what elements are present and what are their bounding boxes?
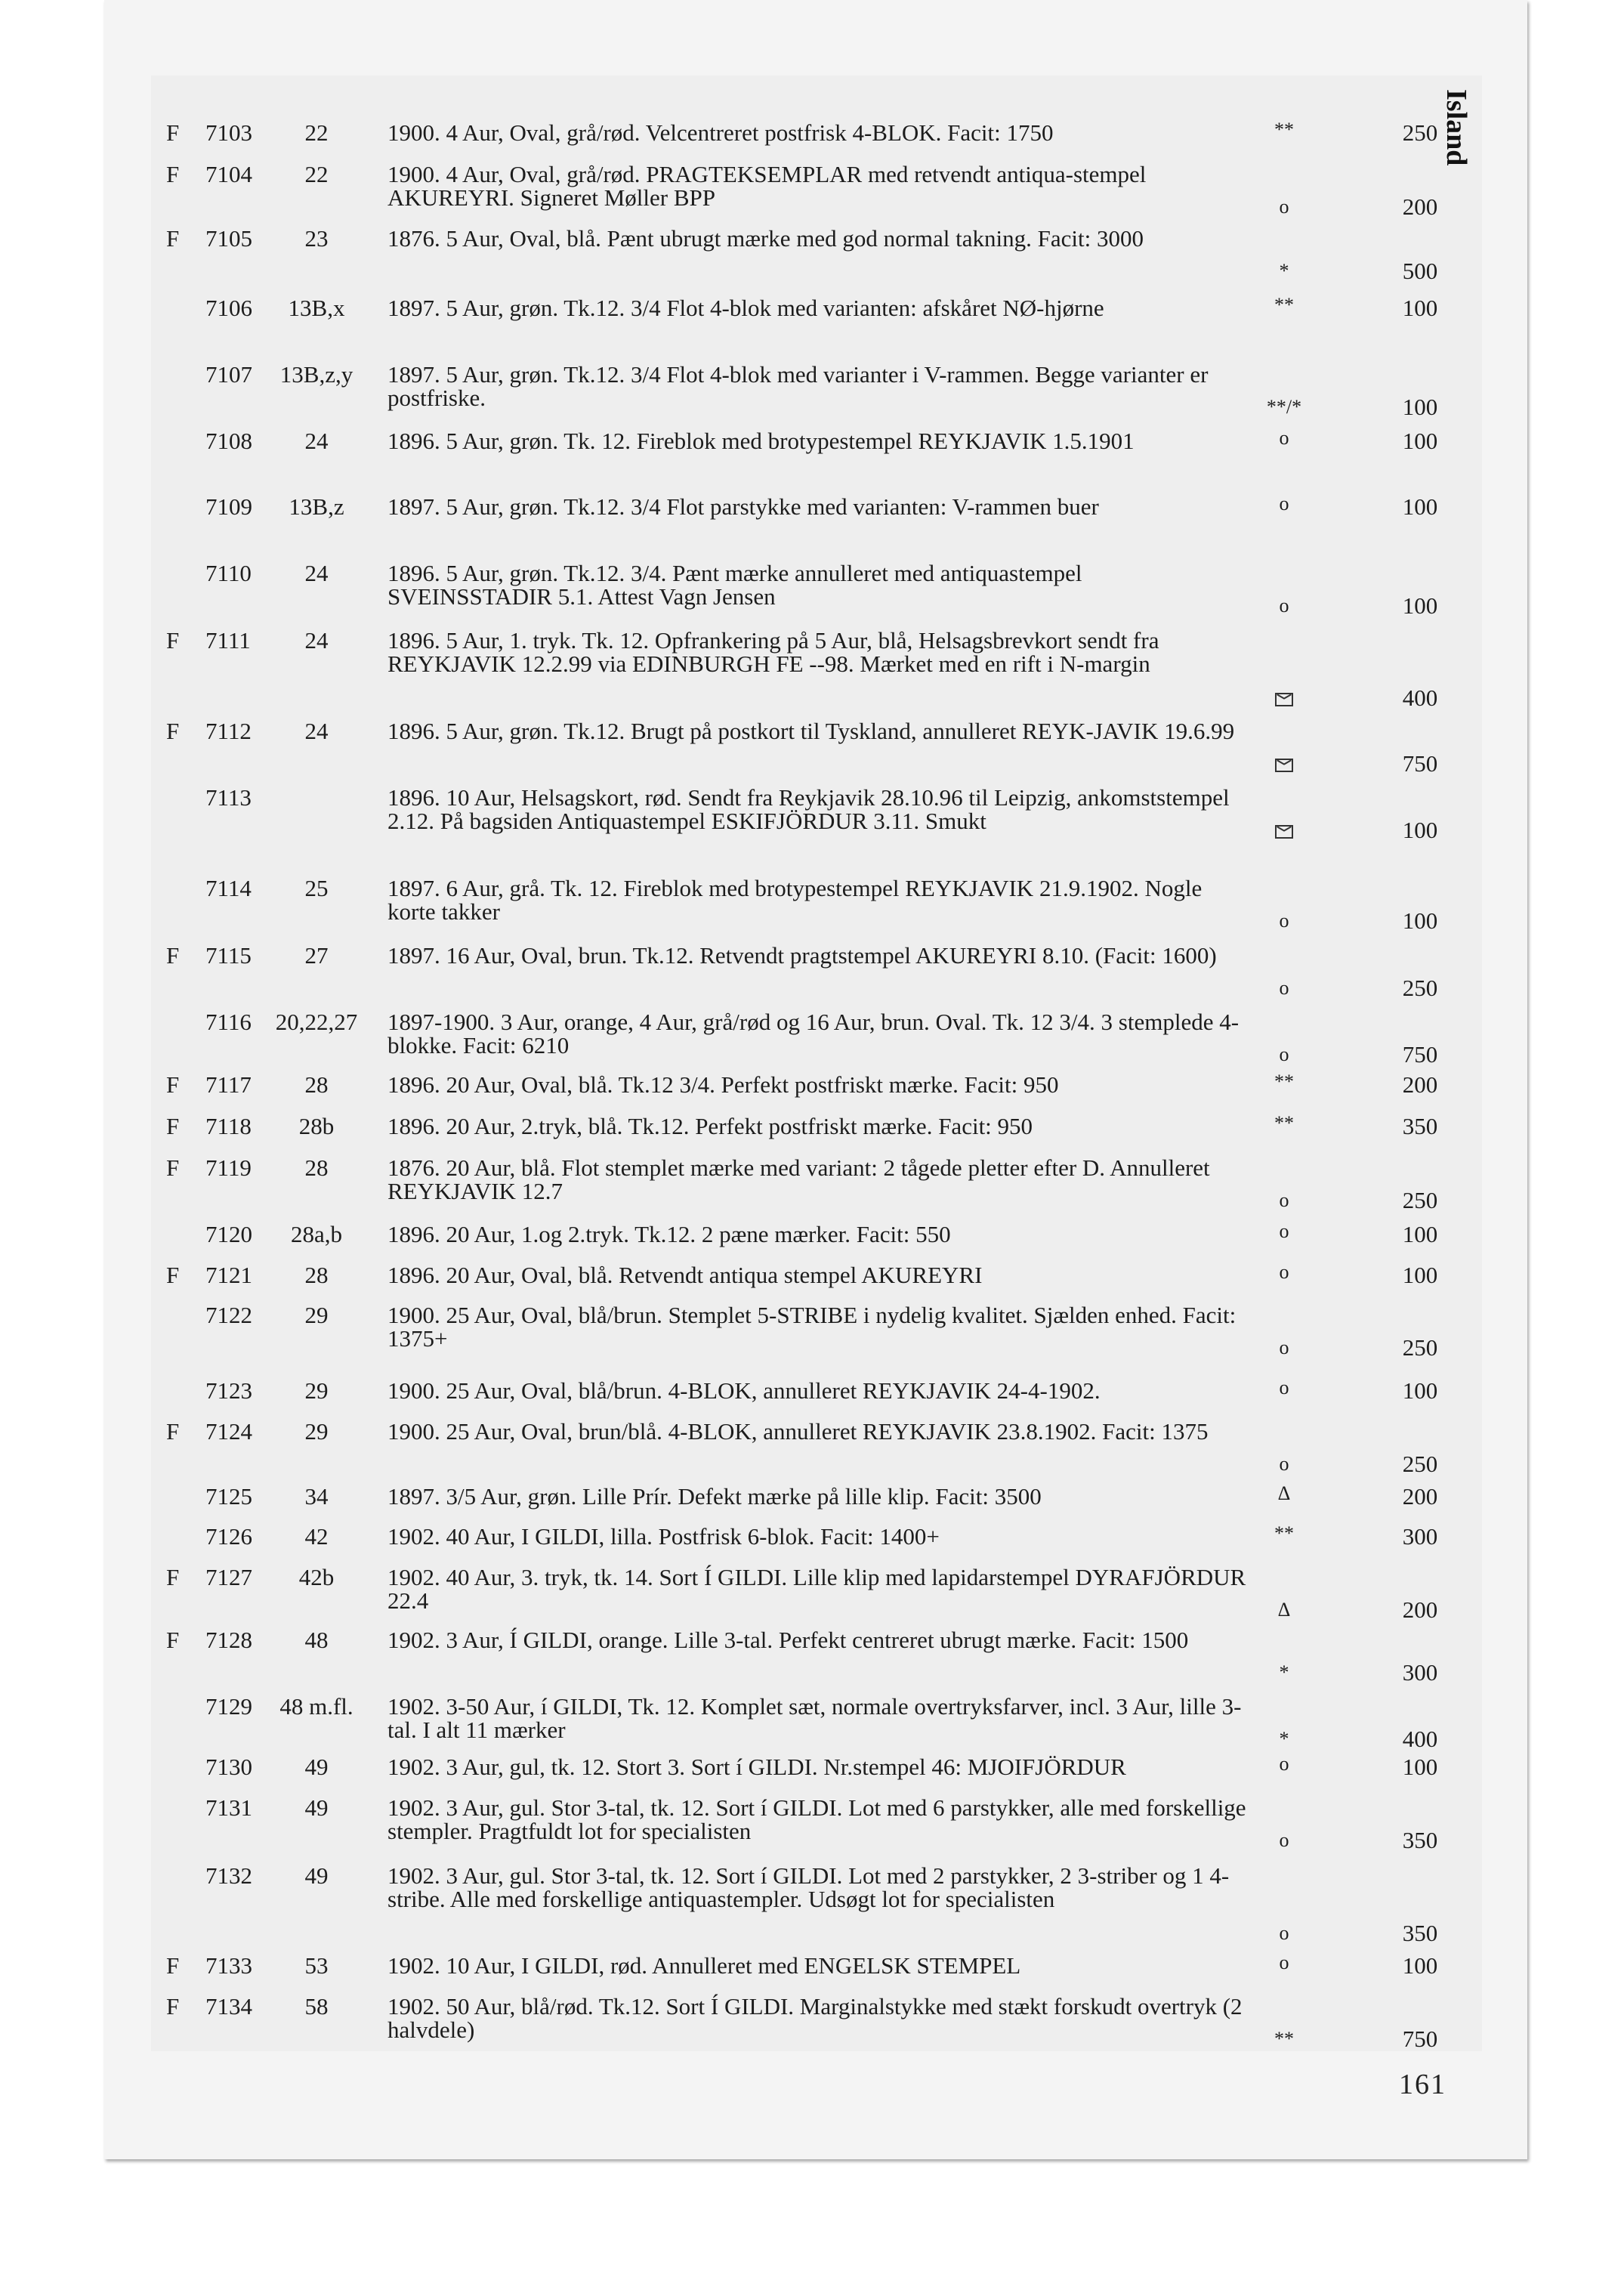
lot-description: 1897. 5 Aur, grøn. Tk.12. 3/4 Flot parstykke med varianten: V-rammen buer (387, 493, 1099, 520)
condition-symbol: * (1279, 1661, 1289, 1683)
catalogue-number: 27 (304, 942, 329, 969)
lot-number: 7119 (205, 1154, 252, 1181)
lot-description: 1896. 20 Aur, Oval, blå. Tk.12 3/4. Perfekt postfriskt mærke. Facit: 950 (387, 1071, 1059, 1098)
lot-price: 100 (1402, 1754, 1438, 1780)
condition-symbol: ** (1274, 119, 1294, 141)
catalogue-number: 29 (304, 1377, 329, 1404)
lot-price: 400 (1402, 685, 1438, 711)
lot-description: 1896. 10 Aur, Helsagskort, rød. Sendt fra Reykjavik 28.10.96 til Leipzig, ankomststempel 2.12. På bagsiden Antiquastempel ESKIFJÖRDUR 3.11. Smukt (387, 784, 1230, 834)
lot-description: 1897. 16 Aur, Oval, brun. Tk.12. Retvendt pragtstempel AKUREYRI 8.10. (Facit: 1600) (387, 942, 1217, 969)
lot-price: 100 (1402, 1221, 1438, 1247)
condition-symbol: **/* (1266, 396, 1302, 418)
lot-description: 1902. 10 Aur, I GILDI, rød. Annulleret med ENGELSK STEMPEL (387, 1952, 1021, 1979)
condition-symbol (1246, 818, 1322, 842)
lot-price: 200 (1402, 1071, 1438, 1098)
catalogue-number: 24 (304, 627, 329, 654)
lot-price: 250 (1402, 975, 1438, 1001)
lot-description: 1876. 5 Aur, Oval, blå. Pænt ubrugt mærke med god normal takning. Facit: 3000 (387, 225, 1144, 252)
lot-description: 1900. 25 Aur, Oval, blå/brun. Stemplet 5-STRIBE i nydelig kvalitet. Sjælden enhed. Facit: 1375+ (387, 1302, 1237, 1352)
lot-description: 1897. 3/5 Aur, grøn. Lille Prír. Defekt mærke på lille klip. Facit: 3500 (387, 1483, 1042, 1510)
condition-symbol (1246, 686, 1322, 709)
condition-symbol: o (1279, 1261, 1289, 1283)
condition-symbol: o (1279, 1453, 1289, 1475)
catalogue-number: 28 (304, 1262, 329, 1288)
catalogue-number: 24 (304, 718, 329, 744)
lot-price: 750 (1402, 2026, 1438, 2052)
lot-description: 1897. 5 Aur, grøn. Tk.12. 3/4 Flot 4-blok med varianten: afskåret NØ-hjørne (387, 295, 1104, 321)
lot-price: 750 (1402, 1041, 1438, 1068)
lot-number: 7134 (205, 1993, 252, 2020)
lot-description: 1896. 20 Aur, Oval, blå. Retvendt antiqua stempel AKUREYRI (387, 1262, 983, 1288)
catalogue-number: 24 (304, 560, 329, 586)
catalogue-number: 13B,z,y (279, 361, 354, 388)
lot-price: 100 (1402, 907, 1438, 934)
lot-price: 300 (1402, 1659, 1438, 1686)
lot-description: 1900. 25 Aur, Oval, brun/blå. 4-BLOK, annulleret REYKJAVIK 23.8.1902. Facit: 1375 (387, 1418, 1209, 1445)
condition-symbol (1246, 752, 1322, 775)
catalogue-number: 28 (304, 1071, 329, 1098)
catalogue-number: 22 (304, 119, 329, 146)
lot-price: 100 (1402, 295, 1438, 321)
lot-number: 7133 (205, 1952, 252, 1979)
condition-symbol: o (1279, 1220, 1289, 1242)
lot-number: 7116 (205, 1009, 252, 1035)
condition-symbol: o (1279, 910, 1289, 932)
lot-flag: F (166, 1154, 180, 1181)
catalogue-number: 29 (304, 1302, 329, 1328)
condition-symbol: Δ (1277, 1482, 1291, 1504)
lot-number: 7132 (205, 1862, 252, 1889)
lot-number: 7112 (205, 718, 252, 744)
lot-number: 7108 (205, 428, 252, 454)
lot-price: 500 (1402, 258, 1438, 284)
lot-number: 7104 (205, 161, 252, 187)
lot-description: 1902. 3 Aur, gul. Stor 3-tal, tk. 12. Sort í GILDI. Lot med 2 parstykker, 2 3-striber og 1 4-stribe. Alle med forskellige antiquastempler. Udsøgt lot for specialisten (387, 1862, 1230, 1912)
lot-description: 1902. 3 Aur, Í GILDI, orange. Lille 3-tal. Perfekt centreret ubrugt mærke. Facit: 1500 (387, 1627, 1189, 1653)
lot-number: 7124 (205, 1418, 252, 1445)
condition-symbol: ** (1274, 1112, 1294, 1134)
catalogue-number: 28b (298, 1113, 335, 1139)
lot-description: 1902. 3-50 Aur, í GILDI, Tk. 12. Komplet sæt, normale overtryksfarver, incl. 3 Aur, lille 3-tal. I alt 11 mærker (387, 1693, 1242, 1743)
lot-flag: F (166, 161, 180, 187)
lot-number: 7111 (205, 627, 251, 654)
lot-flag: F (166, 1071, 180, 1098)
condition-symbol: o (1279, 196, 1289, 218)
lot-flag: F (166, 1418, 180, 1445)
lot-flag: F (166, 627, 180, 654)
catalogue-number: 13B,x (288, 295, 345, 321)
lot-description: 1900. 4 Aur, Oval, grå/rød. Velcentreret postfrisk 4-BLOK. Facit: 1750 (387, 119, 1054, 146)
lot-number: 7114 (205, 875, 252, 901)
lot-flag: F (166, 1262, 180, 1288)
condition-symbol: o (1279, 1952, 1289, 1973)
lot-number: 7128 (205, 1627, 252, 1653)
catalogue-number: 23 (304, 225, 329, 252)
lot-number: 7127 (205, 1564, 252, 1590)
lot-flag: F (166, 1564, 180, 1590)
lot-price: 200 (1402, 1483, 1438, 1510)
lot-number: 7106 (205, 295, 252, 321)
lot-number: 7109 (205, 493, 252, 520)
lot-price: 350 (1402, 1827, 1438, 1853)
lot-number: 7103 (205, 119, 252, 146)
lot-description: 1896. 5 Aur, grøn. Tk.12. Brugt på postkort til Tyskland, annulleret REYK-JAVIK 19.6.99 (387, 718, 1235, 744)
lot-price: 250 (1402, 1451, 1438, 1477)
catalogue-number: 20,22,27 (275, 1009, 358, 1035)
lot-number: 7131 (205, 1794, 252, 1821)
condition-symbol: o (1279, 595, 1289, 617)
lot-flag: F (166, 718, 180, 744)
lot-price: 250 (1402, 119, 1438, 146)
lot-description: 1902. 50 Aur, blå/rød. Tk.12. Sort Í GILDI. Marginalstykke med stækt forskudt overtryk (2 halvdele) (387, 1993, 1243, 2043)
catalogue-number: 58 (304, 1993, 329, 2020)
lot-number: 7120 (205, 1221, 252, 1247)
catalogue-number: 42b (298, 1564, 335, 1590)
condition-symbol: o (1279, 1829, 1289, 1851)
catalogue-number: 28 (304, 1154, 329, 1181)
lot-number: 7123 (205, 1377, 252, 1404)
lot-description: 1897. 6 Aur, grå. Tk. 12. Fireblok med brotypestempel REYKJAVIK 21.9.1902. Nogle korte takker (387, 875, 1203, 925)
condition-symbol: o (1279, 1377, 1289, 1398)
condition-symbol: o (1279, 427, 1289, 449)
lot-number: 7113 (205, 784, 252, 811)
lot-number: 7125 (205, 1483, 252, 1510)
catalogue-number: 42 (304, 1523, 329, 1550)
lot-price: 400 (1402, 1726, 1438, 1752)
lot-flag: F (166, 1113, 180, 1139)
lot-number: 7115 (205, 942, 252, 969)
condition-symbol: o (1279, 1753, 1289, 1775)
condition-symbol: o (1279, 1043, 1289, 1065)
envelope-icon (1275, 759, 1293, 772)
catalogue-number: 48 (304, 1627, 329, 1653)
lot-price: 750 (1402, 750, 1438, 777)
catalogue-number: 28a,b (290, 1221, 342, 1247)
lot-number: 7118 (205, 1113, 252, 1139)
lot-description: 1896. 20 Aur, 2.tryk, blå. Tk.12. Perfekt postfriskt mærke. Facit: 950 (387, 1113, 1033, 1139)
lot-description: 1896. 5 Aur, grøn. Tk.12. 3/4. Pænt mærke annulleret med antiquastempel SVEINSSTADIR 5.1. Attest Vagn Jensen (387, 560, 1082, 610)
lot-description: 1897. 5 Aur, grøn. Tk.12. 3/4 Flot 4-blok med varianter i V-rammen. Begge varianter er postfriske. (387, 361, 1209, 411)
catalogue-number: 29 (304, 1418, 329, 1445)
lot-number: 7121 (205, 1262, 252, 1288)
condition-symbol: o (1279, 1337, 1289, 1358)
lot-number: 7110 (205, 560, 252, 586)
lot-flag: F (166, 1627, 180, 1653)
condition-symbol: o (1279, 1189, 1289, 1211)
lot-price: 100 (1402, 394, 1438, 420)
catalogue-number: 53 (304, 1952, 329, 1979)
condition-symbol: ** (1274, 294, 1294, 316)
lot-flag: F (166, 225, 180, 252)
lot-price: 100 (1402, 592, 1438, 619)
lot-number: 7126 (205, 1523, 252, 1550)
lot-description: 1876. 20 Aur, blå. Flot stemplet mærke med variant: 2 tågede pletter efter D. Annulleret REYKJAVIK 12.7 (387, 1154, 1210, 1204)
condition-symbol: ** (1274, 2028, 1294, 2050)
lot-description: 1902. 3 Aur, gul. Stor 3-tal, tk. 12. Sort í GILDI. Lot med 6 parstykker, alle med forskellige stempler. Pragtfuldt lot for specialisten (387, 1794, 1246, 1844)
condition-symbol: o (1279, 977, 1289, 999)
lot-price: 100 (1402, 817, 1438, 843)
condition-symbol: * (1279, 260, 1289, 282)
lot-description: 1896. 5 Aur, grøn. Tk. 12. Fireblok med brotypestempel REYKJAVIK 1.5.1901 (387, 428, 1135, 454)
lot-number: 7122 (205, 1302, 252, 1328)
catalogue-number: 49 (304, 1862, 329, 1889)
lot-price: 100 (1402, 493, 1438, 520)
condition-symbol: o (1279, 1922, 1289, 1944)
lot-number: 7105 (205, 225, 252, 252)
lot-price: 250 (1402, 1334, 1438, 1361)
catalogue-number: 24 (304, 428, 329, 454)
condition-symbol: ** (1274, 1071, 1294, 1092)
catalogue-number: 49 (304, 1794, 329, 1821)
lot-flag: F (166, 1993, 180, 2020)
catalogue-number: 48 m.fl. (279, 1693, 354, 1720)
lot-description: 1902. 3 Aur, gul, tk. 12. Stort 3. Sort í GILDI. Nr.stempel 46: MJOIFJÖRDUR (387, 1754, 1126, 1780)
catalogue-number: 22 (304, 161, 329, 187)
condition-symbol: * (1279, 1728, 1289, 1750)
lot-description: 1902. 40 Aur, 3. tryk, tk. 14. Sort Í GILDI. Lille klip med lapidarstempel DYRAFJÖRDUR 22.4 (387, 1564, 1246, 1614)
lot-price: 350 (1402, 1920, 1438, 1946)
condition-symbol: ** (1274, 1522, 1294, 1544)
lot-price: 100 (1402, 428, 1438, 454)
envelope-icon (1275, 825, 1293, 839)
lot-price: 300 (1402, 1523, 1438, 1550)
lot-description: 1896. 20 Aur, 1.og 2.tryk. Tk.12. 2 pæne mærker. Facit: 550 (387, 1221, 951, 1247)
envelope-icon (1275, 693, 1293, 706)
lot-number: 7130 (205, 1754, 252, 1780)
lot-price: 200 (1402, 193, 1438, 220)
lot-price: 350 (1402, 1113, 1438, 1139)
catalogue-number: 49 (304, 1754, 329, 1780)
catalogue-number: 25 (304, 875, 329, 901)
lot-number: 7107 (205, 361, 252, 388)
lot-flag: F (166, 1952, 180, 1979)
lot-price: 100 (1402, 1262, 1438, 1288)
lot-number: 7117 (205, 1071, 252, 1098)
lot-price: 100 (1402, 1952, 1438, 1979)
lot-description: 1900. 4 Aur, Oval, grå/rød. PRAGTEKSEMPLAR med retvendt antiqua-stempel AKUREYRI. Signeret Møller BPP (387, 161, 1147, 211)
lot-flag: F (166, 119, 180, 146)
lot-description: 1897-1900. 3 Aur, orange, 4 Aur, grå/rød og 16 Aur, brun. Oval. Tk. 12 3/4. 3 stemplede 4-blokke. Facit: 6210 (387, 1009, 1240, 1058)
country-side-label: Island (1440, 89, 1472, 166)
catalogue-number: 34 (304, 1483, 329, 1510)
lot-price: 250 (1402, 1187, 1438, 1213)
lot-price: 100 (1402, 1377, 1438, 1404)
lot-description: 1902. 40 Aur, I GILDI, lilla. Postfrisk 6-blok. Facit: 1400+ (387, 1523, 940, 1550)
catalogue-number: 13B,z (289, 493, 344, 520)
condition-symbol: Δ (1277, 1599, 1291, 1621)
lot-description: 1896. 5 Aur, 1. tryk. Tk. 12. Opfrankering på 5 Aur, blå, Helsagsbrevkort sendt fra REYKJAVIK 12.2.99 via EDINBURGH FE --98. Mærket med en rift i N-margin (387, 627, 1159, 677)
condition-symbol: o (1279, 493, 1289, 515)
lot-description: 1900. 25 Aur, Oval, blå/brun. 4-BLOK, annulleret REYKJAVIK 24-4-1902. (387, 1377, 1101, 1404)
lot-number: 7129 (205, 1693, 252, 1720)
lot-price: 200 (1402, 1596, 1438, 1623)
page-number: 161 (1399, 2069, 1446, 2100)
lot-flag: F (166, 942, 180, 969)
